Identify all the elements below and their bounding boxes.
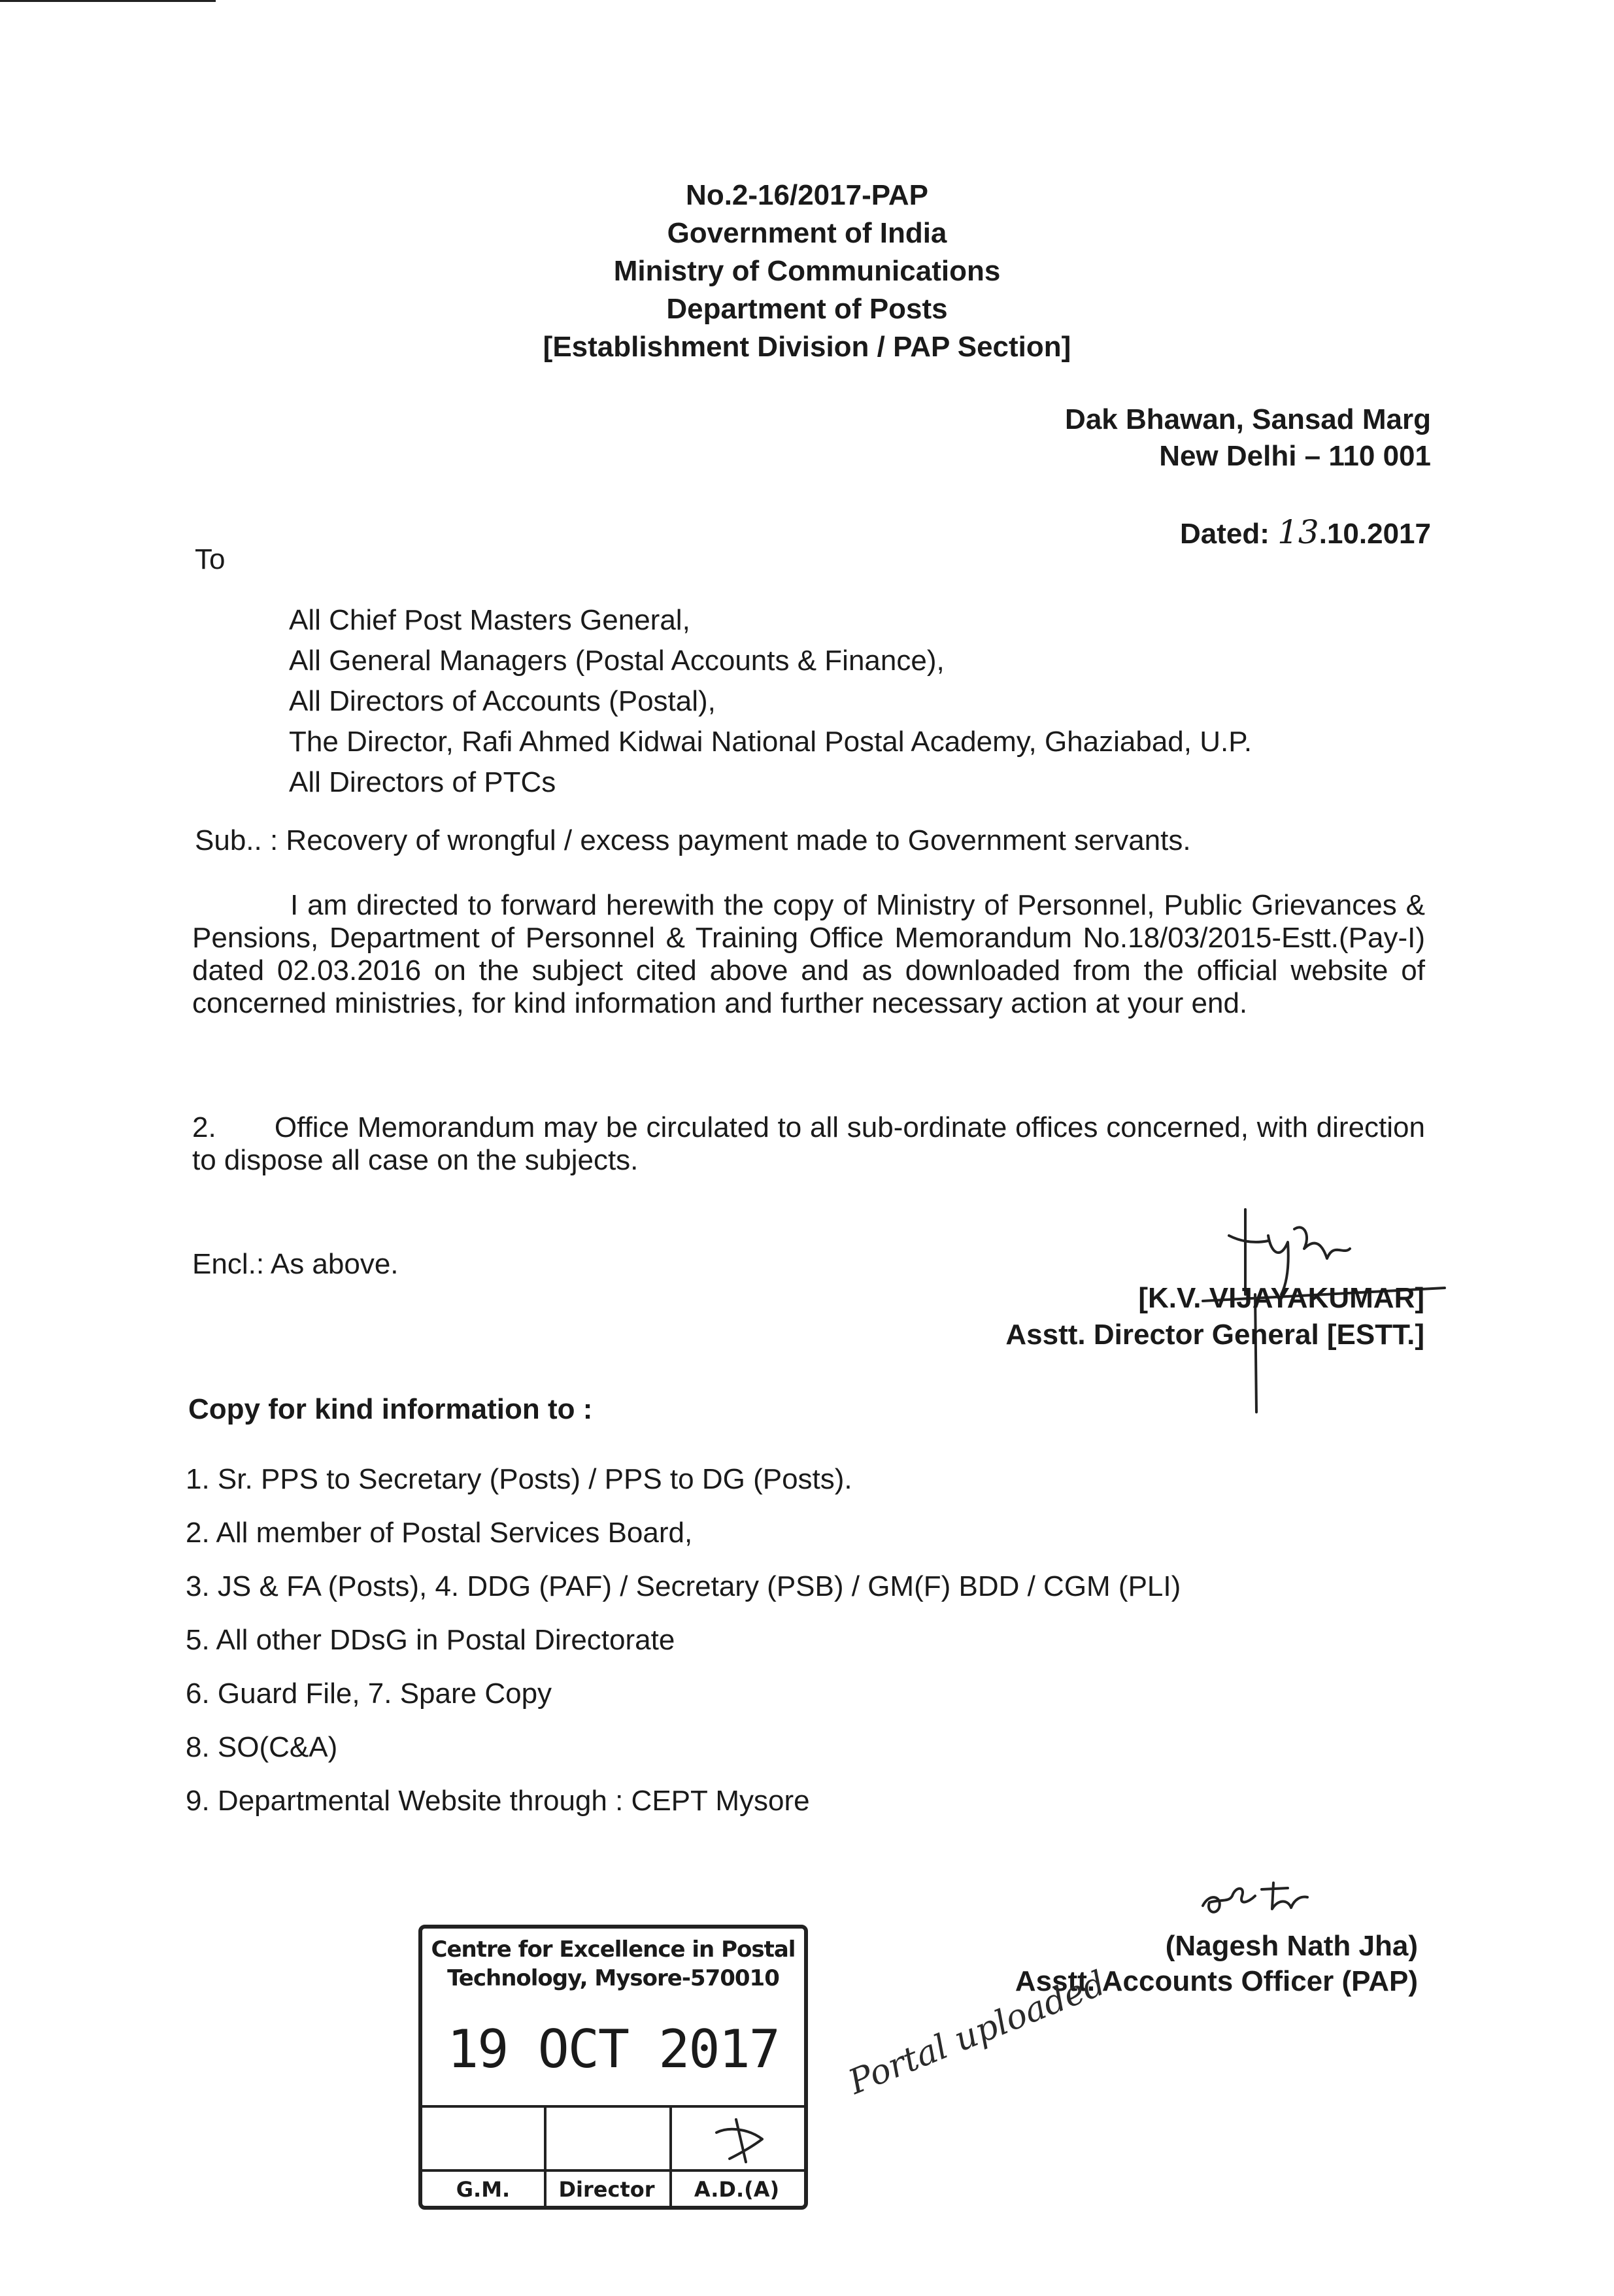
copy-list-item: 9. Departmental Website through : CEPT Mysore (186, 1785, 810, 1817)
stamp-initials (710, 2113, 782, 2165)
letterhead (0, 177, 1614, 366)
copy-list-item: 8. SO(C&A) (186, 1731, 338, 1763)
address-line-2: New Delhi – 110 001 (1159, 440, 1431, 472)
date-rest: .10.2017 (1319, 518, 1431, 550)
scan-edge-top (0, 0, 216, 2)
stamp-grid (422, 2105, 804, 2206)
stamp-label-gm: G.M. (456, 2177, 511, 2202)
copy-heading: Copy for kind information to : (188, 1393, 593, 1425)
date-day-handwritten: 13 (1277, 513, 1319, 551)
office-address (1065, 401, 1431, 475)
stamp-label-row (422, 2169, 804, 2206)
copy-list-item: 3. JS & FA (Posts), 4. DDG (PAF) / Secretary (PSB) / GM(F) BDD / CGM (PLI) (186, 1570, 1181, 1602)
recipient-item: All Directors of PTCs (289, 766, 556, 798)
recipient-item: All General Managers (Postal Accounts & Finance), (289, 645, 945, 677)
paragraph-number: 2. (192, 1111, 216, 1143)
stamp-date: 19 OCT 2017 (447, 2019, 779, 2080)
address-line-1: Dak Bhawan, Sansad Marg (1065, 403, 1431, 435)
body-paragraph-2 (192, 1111, 1425, 1177)
receipt-stamp (418, 1925, 808, 2210)
recipient-item: All Chief Post Masters General, (289, 604, 690, 636)
signatory-2-name: (Nagesh Nath Jha) (1165, 1930, 1418, 1962)
reference-number: No.2-16/2017-PAP (686, 179, 928, 211)
stamp-label-director: Director (558, 2177, 655, 2202)
handwritten-note: Portal uploaded (843, 1963, 1111, 2102)
ministry-line: Ministry of Communications (613, 255, 1001, 287)
signatory-1-title: Asstt. Director General [ESTT.] (1005, 1319, 1424, 1351)
recipient-list (289, 600, 1252, 803)
department-line: Department of Posts (666, 293, 948, 325)
division-line: [Establishment Division / PAP Section] (543, 331, 1071, 363)
signatory-2-title: Asstt. Accounts Officer (PAP) (1015, 1965, 1418, 1997)
stamp-line-2: Technology, Mysore-570010 (447, 1965, 779, 1991)
signatory-1-name: [K.V. VIJAYAKUMAR] (1138, 1282, 1424, 1314)
enclosure-note: Encl.: As above. (192, 1248, 399, 1280)
copy-list-item: 1. Sr. PPS to Secretary (Posts) / PPS to DG (Posts). (186, 1463, 852, 1495)
letter-date (1180, 513, 1431, 551)
subject-line: Sub.. : Recovery of wrongful / excess payment made to Government servants. (195, 824, 1191, 856)
stamp-line-1: Centre for Excellence in Postal (431, 1936, 796, 1963)
copy-list-item: 6. Guard File, 7. Spare Copy (186, 1678, 552, 1710)
to-label: To (195, 543, 226, 575)
signature-nagesh-nath-jha (1196, 1870, 1347, 1922)
stamp-label-ad: A.D.(A) (694, 2177, 780, 2202)
date-label: Dated: (1179, 518, 1269, 550)
recipient-item: All Directors of Accounts (Postal), (289, 685, 716, 717)
signatory-1-block (1005, 1280, 1424, 1353)
government-line: Government of India (667, 217, 947, 249)
recipient-item: The Director, Rafi Ahmed Kidwai National Postal Academy, Ghaziabad, U.P. (289, 726, 1253, 758)
copy-list-item: 5. All other DDsG in Postal Directorate (186, 1624, 675, 1656)
body-paragraph-1: I am directed to forward herewith the copy of Ministry of Personnel, Public Grievances & Pensions, Department of Personnel & Training Office Memorandum No.18/03/2015-Estt.(Pay-I) dated 02.03.2016 on the subject cited above and as downloaded from the official website of concerned ministries, for kind information and further necessary action at your end. (192, 889, 1425, 1019)
copy-list-item: 2. All member of Postal Services Board, (186, 1517, 693, 1549)
paragraph-2-text: Office Memorandum may be circulated to all sub-ordinate offices concerned, with direction to dispose all case on the subjects. (192, 1111, 1425, 1176)
